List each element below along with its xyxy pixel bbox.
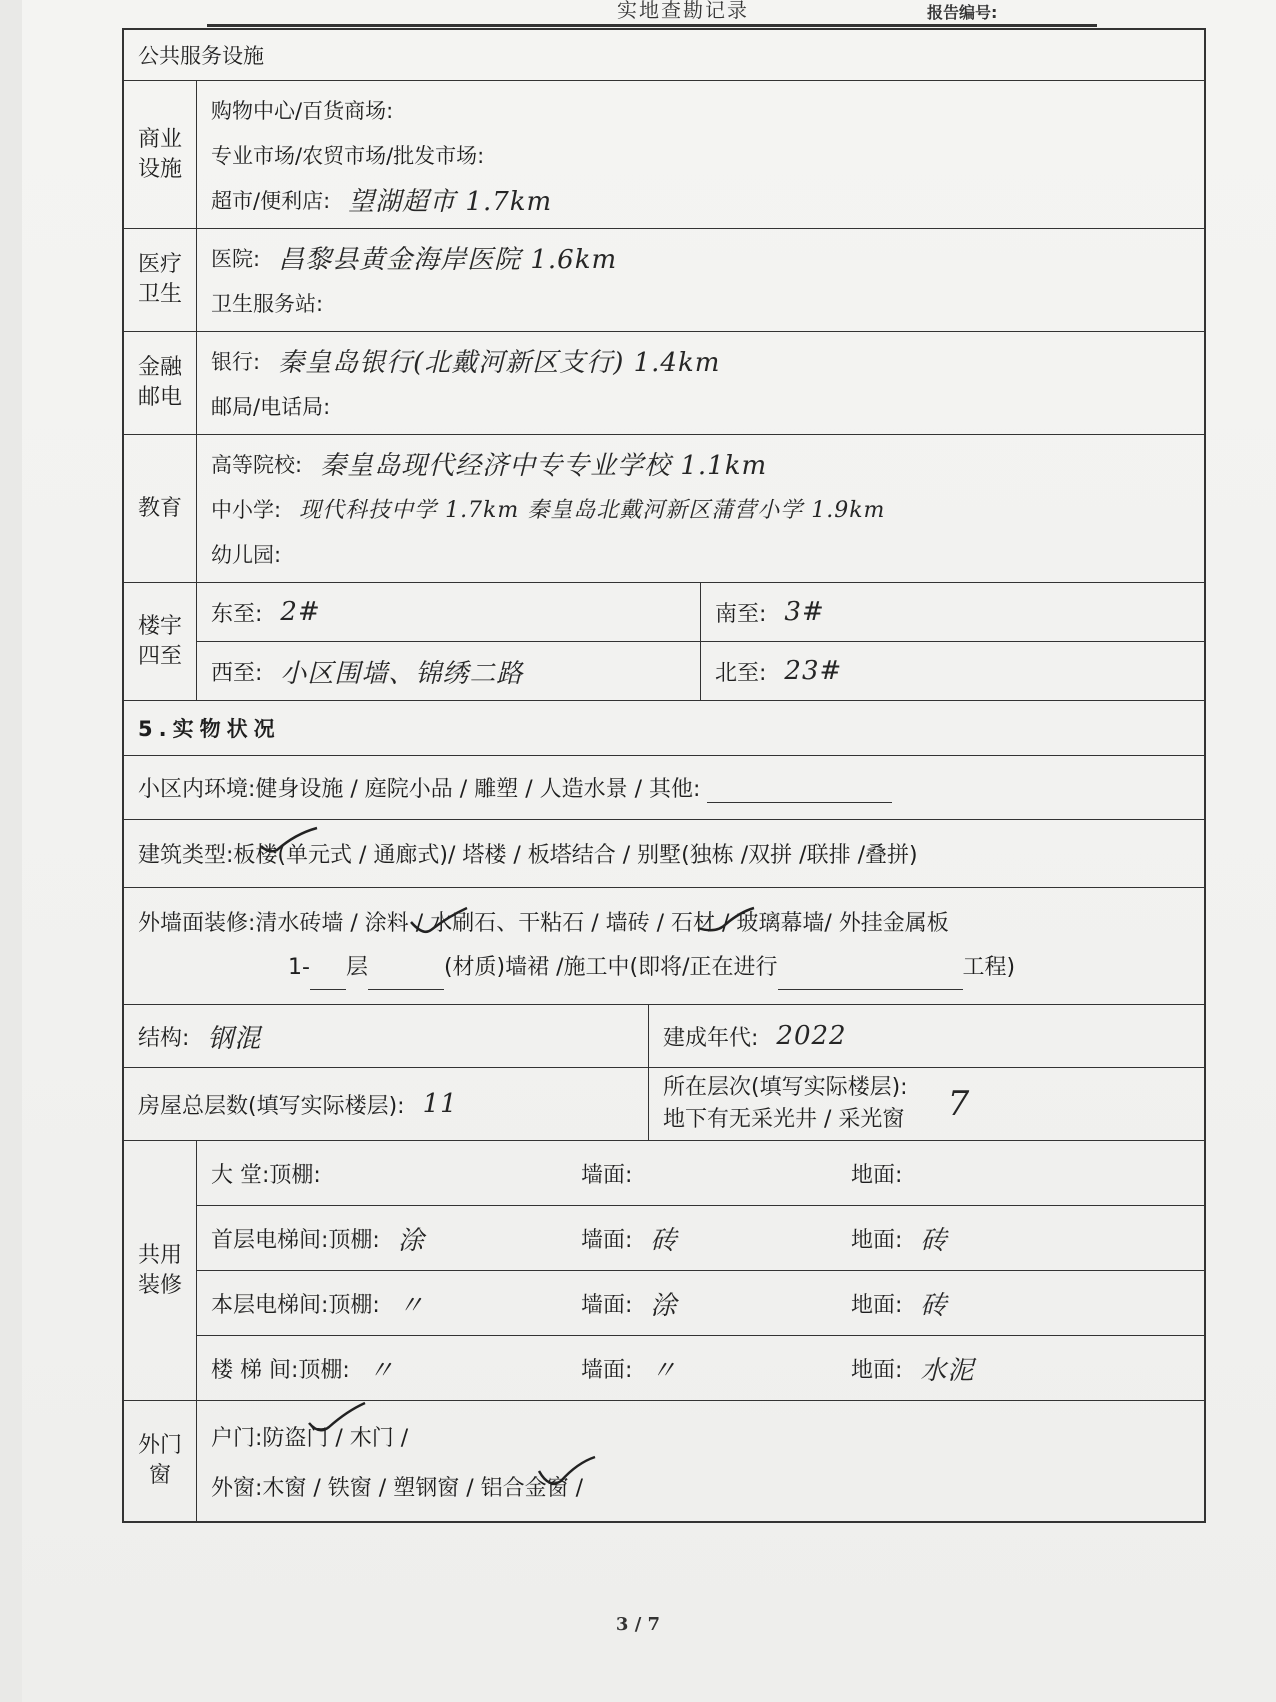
checkmark-icon [537,1455,597,1489]
bank-label: 银行: [211,349,261,374]
floor-elevator-floor [851,1285,1204,1322]
floor-elevator-wall [581,1285,851,1322]
ground-elevator-label: 首层电梯间:顶棚: [211,1227,380,1253]
stairwell-label: 楼 梯 间:顶棚: [211,1357,350,1383]
college-value: 秦皇岛现代经济中专专业学校 1.1km [320,451,768,481]
mall-line [211,87,1190,132]
stairwell-wall-label: 墙面: [581,1357,633,1383]
survey-form [122,28,1206,1523]
shared-table [197,1141,1204,1400]
total-floors-label: 房屋总层数(填写实际楼层): [138,1093,405,1119]
physical-title-row [124,700,1204,755]
form-title: 实地查勘记录 [617,0,749,22]
south-cell [700,583,1204,641]
header-rule [207,24,1097,27]
west-label: 西至: [211,660,263,686]
page-number: 3 / 7 [615,1614,661,1635]
lobby-floor [851,1158,1204,1189]
education-body [197,435,1204,582]
ground-elevator-floor-label: 地面: [851,1227,903,1253]
station-line [211,280,1190,325]
commercial-body [197,81,1204,228]
floor-elevator-wall-label: 墙面: [581,1292,633,1318]
lobby-floor-label: 地面: [851,1162,903,1188]
stairwell-wall-value: 〃 [650,1355,678,1386]
commercial-label: 商业设施 [124,81,197,228]
wall-line-1: 外墙面装修:清水砖墙 / 涂料 / 水刷石、干粘石 / 墙砖 / 石材 / 玻璃幕墙/ 外挂金属板 [138,911,949,936]
environment-row [124,755,1204,819]
wall-line-2 [138,946,1015,990]
college-label: 高等院校: [211,452,303,477]
window-line: 外窗:木窗 / 铁窗 / 塑钢窗 / 铝合金窗 / [211,1475,584,1501]
total-floors-value: 11 [422,1089,458,1119]
structure-row [124,1004,1204,1067]
structure-value: 钢混 [207,1023,262,1054]
environment-text [124,756,906,819]
bank-line [211,338,1190,383]
east-value: 2# [280,597,321,627]
north-value: 23# [784,656,843,686]
total-floors-cell [124,1068,648,1140]
supermarket-value: 望湖超市 1.7km [348,187,553,217]
college-line [211,441,1190,486]
boundaries-bottom [197,641,1204,700]
school-value: 现代科技中学 1.7km 秦皇岛北戴河新区蒲营小学 1.9km [299,498,886,523]
south-label: 南至: [715,601,767,627]
finance-label: 金融邮电 [124,332,197,434]
floor-at-line2: 地下有无采光井 / 采光窗 [663,1107,905,1132]
built-year-value: 2022 [776,1021,847,1051]
structure-cell [124,1005,648,1067]
ground-elevator-floor [851,1220,1204,1257]
east-label: 东至: [211,601,263,627]
wall-project-blank [778,967,963,990]
lobby-label: 大 堂:顶棚: [211,1162,321,1188]
stairwell-floor-value: 水泥 [920,1355,975,1386]
floor-at-text [663,1072,908,1136]
boundaries-row [124,582,1204,700]
stairwell-ceiling [197,1350,581,1387]
bank-value: 秦皇岛银行(北戴河新区支行) 1.4km [278,348,721,378]
mall-label: 购物中心/百货商场: [211,98,394,123]
boundaries-top [197,583,1204,641]
station-label: 卫生服务站: [211,291,324,316]
checkmark-icon [307,1401,367,1435]
stairwell-wall [581,1350,851,1387]
stairwell-floor [851,1350,1204,1387]
supermarket-label: 超市/便利店: [211,188,331,213]
physical-title: 5.实物状况 [138,717,281,741]
stairwell-floor-label: 地面: [851,1357,903,1383]
lobby-wall-label: 墙面: [581,1162,633,1188]
shared-row-this-floor-elevator [197,1270,1204,1335]
building-type-text [124,820,932,887]
north-label: 北至: [715,660,767,686]
checkmark-icon [696,904,756,938]
lobby-wall [581,1158,851,1189]
wall-material-blank [368,967,444,990]
education-label: 教育 [124,435,197,582]
floor-elevator-ceiling-value: 〃 [397,1290,425,1321]
finance-body [197,332,1204,434]
checkmark-icon [409,906,469,940]
environment-other-blank [707,780,892,803]
supermarket-line [211,177,1190,222]
floor-at-value: 7 [947,1084,971,1124]
wall-floor-blank [310,967,346,990]
wall-finish-text [124,888,1029,1004]
hospital-value: 昌黎县黄金海岸医院 1.6km [278,245,618,275]
boundaries-label: 楼宇四至 [124,583,197,700]
market-line [211,132,1190,177]
wall-construction-text: (材质)墙裙 /施工中(即将/正在进行 [443,955,778,980]
building-type-row [124,819,1204,887]
hospital-line [211,235,1190,280]
boundaries-body [197,583,1204,700]
school-line [211,486,1190,531]
wall-project-suffix: 工程) [962,955,1016,980]
checkmark-icon [259,824,319,858]
ground-elevator-wall-value: 砖 [650,1225,678,1256]
ground-elevator-wall-label: 墙面: [581,1227,633,1253]
ground-elevator-wall [581,1220,851,1257]
market-label: 专业市场/农贸市场/批发市场: [211,143,485,168]
public-services-title-row [124,30,1204,80]
lobby-ceiling [197,1158,581,1189]
floors-row [124,1067,1204,1140]
structure-label: 结构: [138,1025,190,1051]
floor-at-cell [648,1068,1204,1140]
south-value: 3# [784,597,825,627]
doors-label: 外门窗 [124,1401,197,1521]
west-value: 小区围墙、锦绣二路 [280,658,524,689]
doors-windows-row [124,1400,1204,1521]
commercial-row [124,80,1204,228]
building-type-label: 建筑类型:板楼(单元式 / 通廊式)/ 塔楼 / 板塔结合 / 别墅(独栋 /双拼 /联排 /叠拼) [138,843,918,868]
floor-elevator-ceiling [197,1285,581,1322]
shared-label: 共用装修 [124,1141,197,1400]
ground-elevator-ceiling [197,1220,581,1257]
entry-door-line: 户门:防盗门 / 木门 / [211,1425,409,1451]
hospital-label: 医院: [211,246,261,271]
stairwell-ceiling-value: 〃 [367,1355,395,1386]
finance-row [124,331,1204,434]
east-cell [197,583,700,641]
ground-elevator-floor-value: 砖 [920,1225,948,1256]
floor-elevator-floor-label: 地面: [851,1292,903,1318]
kindergarten-line [211,531,1190,576]
ground-elevator-ceiling-value: 涂 [397,1225,425,1256]
floor-elevator-wall-value: 涂 [650,1290,678,1321]
kindergarten-label: 幼儿园: [211,542,282,567]
wall-finish-row [124,887,1204,1004]
doors-body [197,1401,1204,1521]
medical-label: 医疗卫生 [124,229,197,331]
floor-elevator-floor-value: 砖 [920,1290,948,1321]
education-row [124,434,1204,582]
west-cell [197,642,700,700]
shared-row-ground-elevator [197,1205,1204,1270]
built-year-cell [648,1005,1204,1067]
shared-row-stairwell [197,1335,1204,1400]
wall-floor-suffix: 层 [345,955,368,980]
post-label: 邮局/电话局: [211,394,331,419]
environment-label: 小区内环境:健身设施 / 庭院小品 / 雕塑 / 人造水景 / 其他: [138,777,701,802]
shared-row-lobby [197,1141,1204,1205]
floor-elevator-label: 本层电梯间:顶棚: [211,1292,380,1318]
post-line [211,383,1190,428]
shared-decoration-row [124,1140,1204,1400]
medical-row [124,228,1204,331]
north-cell [700,642,1204,700]
wall-floor-prefix: 1- [288,955,310,980]
public-services-title: 公共服务设施 [138,44,264,68]
report-number-label: 报告编号: [927,3,998,22]
medical-body [197,229,1204,331]
built-year-label: 建成年代: [663,1025,759,1051]
floor-at-label: 所在层次(填写实际楼层): [663,1075,908,1100]
school-label: 中小学: [211,497,282,522]
